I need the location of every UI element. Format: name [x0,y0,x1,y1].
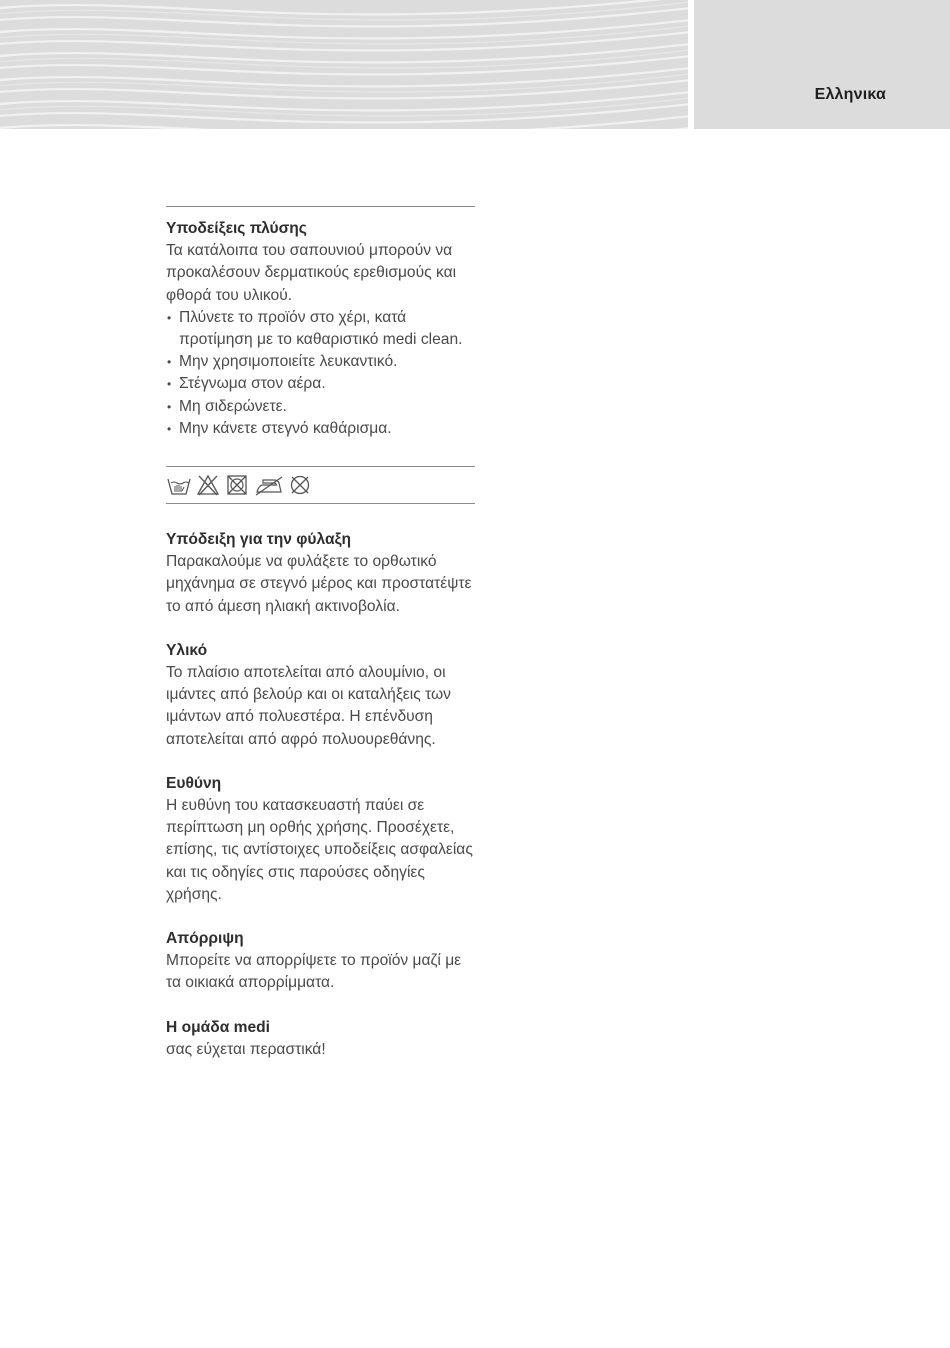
closing-title: Η ομάδα medi [166,1018,271,1036]
no-bleach-icon [196,474,220,496]
liability-title: Ευθύνη [166,774,222,792]
washing-intro: Τα κατάλοιπα του σαπουνιού μπορούν να προκαλέσουν δερματικούς ερεθισμούς και φθορά του υλικού. [166,242,457,304]
wave-pattern [0,0,688,129]
language-box [694,0,950,129]
list-item: • Πλύνετε το προϊόν στο χέρι, κατά προτίμηση με το καθαριστικό medi clean. [166,307,475,351]
hand-wash-icon [167,474,191,496]
no-dry-clean-icon [289,474,311,496]
material-text: Το πλαίσιο αποτελείται από αλουμίνιο, οι ιμάντες από βελούρ και οι καταλήξεις των ιμάντων από πολυεστέρα. Η επένδυση αποτελείται από αφρό πολυουρεθάνης. [166,664,451,748]
material-title: Υλικό [166,641,208,659]
storage-text: Παρακαλούμε να φυλάξετε το ορθωτικό μηχάνημα σε στεγνό μέρος και προστατέψτε το από άμεση ηλιακή ακτινοβολία. [166,553,472,615]
washing-list [166,307,475,440]
care-symbols [166,467,475,503]
list-item: • Μην κάνετε στεγνό καθάρισμα. [166,418,475,440]
language-label: Ελληνικα [814,86,886,103]
no-ironing-icon [254,474,284,496]
list-item: • Μη σιδερώνετε. [166,396,475,418]
disposal-text: Μπορείτε να απορρίψετε το προϊόν μαζί με τα οικιακά απορρίμματα. [166,952,462,992]
liability-text: Η ευθύνη του κατασκευαστή παύει σε περίπτωση μη ορθής χρήσης. Προσέχετε, επίσης, τις αντίστοιχες υποδείξεις ασφαλείας και τις οδηγίες στις παρούσες οδηγίες χρήσης. [166,797,473,903]
list-item: • Μην χρησιμοποιείτε λευκαντικό. [166,351,475,373]
disposal-title: Απόρριψη [166,930,244,948]
main-content [166,206,475,1061]
header-wave-band [0,0,688,129]
closing-text: σας εύχεται περαστικά! [166,1040,326,1058]
no-tumble-dry-icon [225,474,249,496]
washing-title: Υποδείξεις πλύσης [166,220,307,237]
list-item: • Στέγνωμα στον αέρα. [166,373,475,395]
storage-title: Υπόδειξη για την φύλαξη [166,531,352,549]
